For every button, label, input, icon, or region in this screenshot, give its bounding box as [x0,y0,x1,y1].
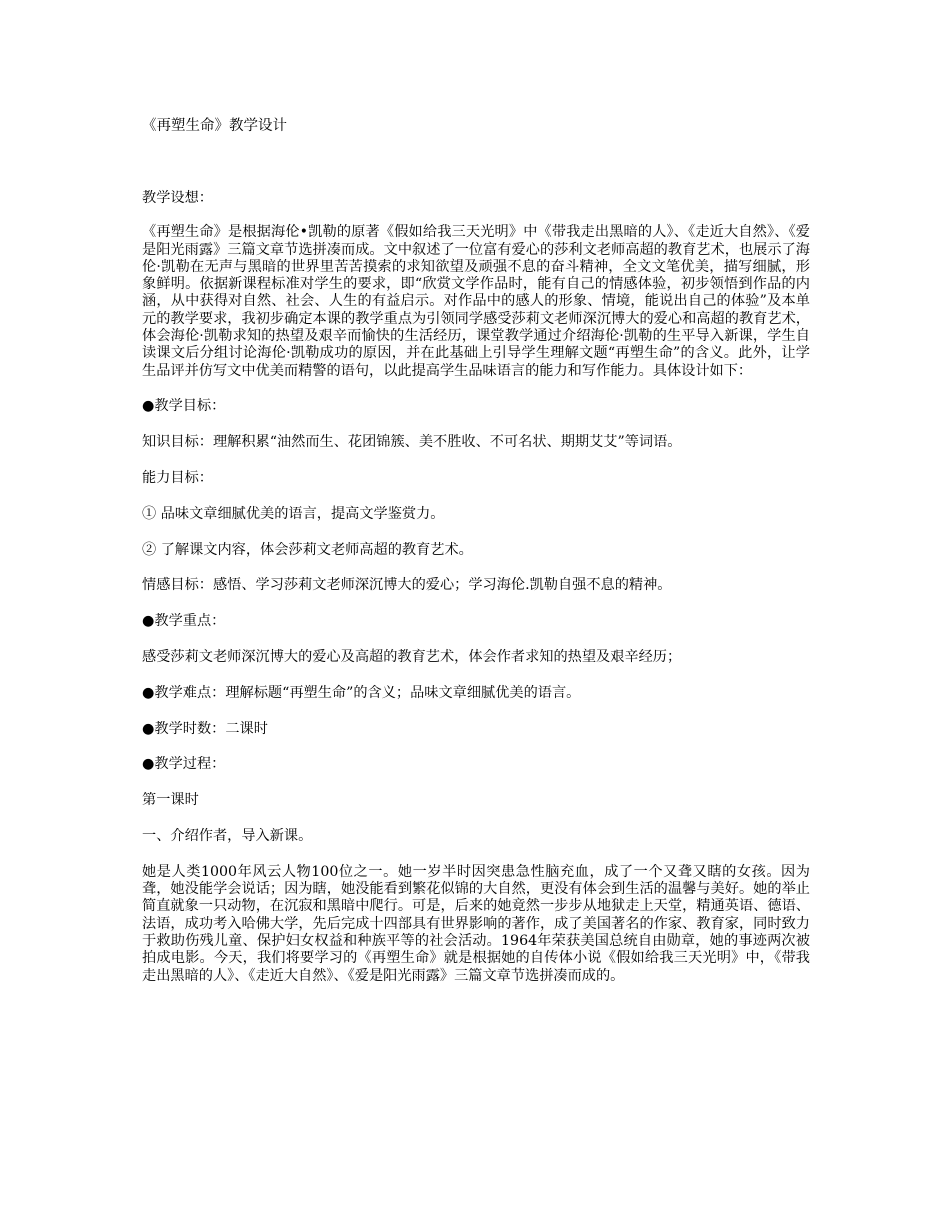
hours-text: ●教学时数：二课时 [142,720,268,737]
ability-goal-2: ② 了解课文内容，体会莎莉文老师高超的教育艺术。 [142,541,473,558]
ability-heading: 能力目标： [142,470,213,487]
lesson-1-heading: 第一课时 [142,792,199,809]
focus-text: 感受莎莉文老师深沉博大的爱心及高超的教育艺术，体会作者求知的热望及艰辛经历； [142,649,682,666]
focus-heading: ●教学重点： [142,613,226,630]
emotion-goal: 情感目标：感悟、学习莎莉文老师深沉博大的爱心；学习海伦.凯勒自强不息的精神。 [142,577,672,594]
ability-goal-1: ① 品味文章细腻优美的语言，提高文学鉴赏力。 [142,505,445,522]
idea-heading: 教学设想： [142,190,213,206]
document-body [142,190,810,985]
goals-heading: ●教学目标： [142,398,226,415]
difficulty-text: ●教学难点：理解标题“再塑生命”的含义；品味文章细腻优美的语言。 [142,684,581,701]
process-heading: ●教学过程： [142,756,226,773]
intro-paragraph: 她是人类1000年风云人物100位之一。她一岁半时因突患急性脑充血，成了一个又聋又瞎的女孩。因为聋，她没能学会说话；因为瞎，她没能看到繁花似锦的大自然，更没有体会到生活的温馨与美好。她的举止简直就象一只动物，在沉寂和黑暗中爬行。可是，后来的她竟然一步步从地狱走上天堂，精通英语、德语、法语，成功考入哈佛大学，先后完成十四部具有世界影响的著作，成了美国著名的作家、教育家，同时致力于救助伤残儿童、保护妇女权益和种族平等的社会活动。1964年荣获美国总统自由勋章，她的事迹两次被拍成电影。今天，我们将要学习的《再塑生命》就是根据她的自传体小说《假如给我三天光明》中，《带我走出黑暗的人》、《走近大自然》、《爱是阳光雨露》三篇文章节选拼凑而成的。 [142,863,810,984]
idea-paragraph: 《再塑生命》是根据海伦•凯勒的原著《假如给我三天光明》中《带我走出黑暗的人》、《走近大自然》、《爱是阳光雨露》三篇文章节选拼凑而成。文中叙述了一位富有爱心的莎利文老师高超的教育艺术，也展示了海伦·凯勒在无声与黑暗的世界里苦苦摸索的求知欲望及顽强不息的奋斗精神，全文文笔优美，描写细腻，形象鲜明。依据新课程标准对学生的要求，即“欣赏文学作品时，能有自己的情感体验，初步领悟到作品的内涵，从中获得对自然、社会、人生的有益启示。对作品中的感人的形象、情境，能说出自己的体验”及本单元的教学要求，我初步确定本课的教学重点为引领同学感受莎莉文老师深沉博大的爱心和高超的教育艺术，体会海伦·凯勒求知的热望及艰辛而愉快的生活经历，课堂教学通过介绍海伦·凯勒的生平导入新课，学生自读课文后分组讨论海伦·凯勒成功的原因，并在此基础上引导学生理解文题“再塑生命”的含义。此外，让学生品评并仿写文中优美而精警的语句，以此提高学生品味语言的能力和写作能力。具体设计如下： [142,224,810,379]
step-1-heading: 一、介绍作者，导入新课。 [142,828,313,845]
document-title: 《再塑生命》教学设计 [142,118,287,134]
knowledge-goal: 知识目标：理解积累“油然而生、花团锦簇、美不胜收、不可名状、期期艾艾”等词语。 [142,434,682,451]
